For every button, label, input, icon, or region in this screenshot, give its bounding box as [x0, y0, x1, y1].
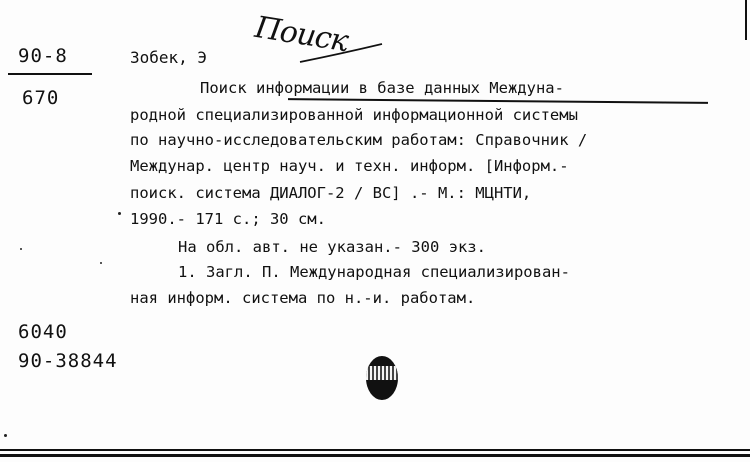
bottom-code-2: 90-38844 [18, 350, 118, 372]
body-line-7: На обл. авт. не указан.- 300 экз. [178, 238, 486, 256]
body-line-9: ная информ. система по н.-и. работам. [130, 289, 476, 307]
handwritten-title: Поиск [252, 10, 351, 60]
body-line-6: 1990.- 171 с.; 30 см. [130, 210, 326, 228]
body-line-5: поиск. система ДИАЛОГ-2 / ВС] .- М.: МЦНТИ, [130, 184, 532, 202]
card-right-edge [745, 0, 747, 40]
index-divider [8, 73, 92, 75]
bottom-code-1: 6040 [18, 321, 68, 343]
class-index-top: 90-8 [18, 45, 68, 67]
body-line-3: по научно-исследовательским работам: Справочник / [130, 131, 588, 149]
body-line-8: 1. Загл. П. Международная специализирован- [178, 263, 570, 281]
class-index-bottom: 670 [22, 87, 60, 109]
speck [118, 212, 121, 215]
speck [100, 262, 102, 264]
speck [4, 434, 7, 437]
body-line-2: родной специализированной информационной системы [130, 106, 578, 124]
card-bottom-edge [0, 449, 750, 451]
body-line-4: Междунар. центр науч. и техн. информ. [Информ.- [130, 157, 569, 175]
card-bottom-edge-shadow [0, 454, 750, 457]
body-line-1: Поиск информации в базе данных Междуна- [200, 79, 564, 97]
speck [20, 248, 22, 250]
punch-hole [366, 356, 398, 400]
author: Зобек, Э [130, 48, 208, 67]
